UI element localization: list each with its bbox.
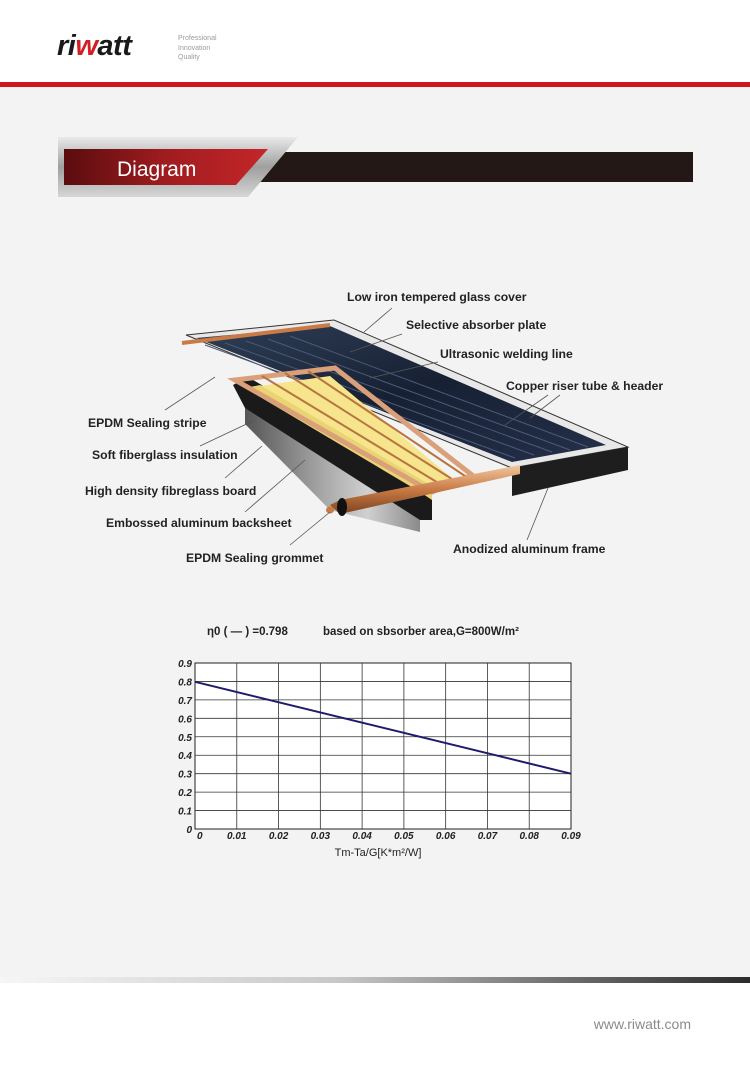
label-fiberglass-insulation: Soft fiberglass insulation xyxy=(92,448,238,462)
y-tick-label: 0.9 xyxy=(178,659,192,670)
y-tick-label: 0.2 xyxy=(178,788,192,800)
label-copper-riser: Copper riser tube & header xyxy=(506,379,664,393)
label-aluminum-backsheet: Embossed aluminum backsheet xyxy=(106,516,292,530)
y-tick-label: 0.3 xyxy=(178,769,192,781)
y-tick-label: 0.7 xyxy=(178,695,192,707)
tagline-professional: Professional xyxy=(178,35,217,42)
x-tick-label: 0.03 xyxy=(310,831,331,842)
label-fibreglass-board: High density fibreglass board xyxy=(85,484,257,498)
efficiency-label: η0 ( — ) =0.798 xyxy=(207,626,288,638)
label-absorber-plate: Selective absorber plate xyxy=(406,318,547,332)
tagline-innovation: Innovation xyxy=(178,44,211,52)
tagline-quality: Quality xyxy=(178,54,200,61)
logo-text-right: att xyxy=(97,30,132,62)
label-aluminum-frame: Anodized aluminum frame xyxy=(453,542,606,556)
label-sealing-stripe: EPDM Sealing stripe xyxy=(88,416,207,430)
x-tick-label: 0.06 xyxy=(435,831,456,842)
label-sealing-grommet: EPDM Sealing grommet xyxy=(186,551,324,565)
x-tick-label: 0.07 xyxy=(477,831,498,842)
plot-area xyxy=(195,663,571,829)
y-tick-label: 0.8 xyxy=(178,677,192,689)
x-tick-label: 0 xyxy=(197,831,203,842)
logo-text-left: ri xyxy=(57,30,76,62)
x-tick-label: 0.04 xyxy=(352,831,372,842)
label-glass-cover: Low iron tempered glass cover xyxy=(347,290,527,304)
x-axis-label: Tm-Ta/G[K*m²/W] xyxy=(334,847,422,859)
logo-text-w: w xyxy=(75,30,98,62)
x-tick-label: 0.08 xyxy=(519,831,539,842)
label-welding-line: Ultrasonic welding line xyxy=(440,347,573,361)
x-tick-label: 0.09 xyxy=(561,831,581,842)
y-tick-label: 0.1 xyxy=(178,806,192,818)
x-tick-label: 0.02 xyxy=(268,831,289,842)
y-tick-label: 0.4 xyxy=(178,751,192,763)
x-tick-label: 0.01 xyxy=(227,831,247,842)
y-tick-label: 0.5 xyxy=(178,732,192,744)
efficiency-chart xyxy=(0,640,750,900)
y-tick-label: 0.6 xyxy=(178,714,192,726)
y-tick-label: 0 xyxy=(186,825,192,836)
efficiency-note: based on sbsorber area,G=800W/m² xyxy=(323,626,519,638)
section-title: Diagram xyxy=(117,158,197,181)
website-link[interactable]: www.riwatt.com xyxy=(593,1016,691,1032)
x-tick-label: 0.05 xyxy=(394,831,414,842)
